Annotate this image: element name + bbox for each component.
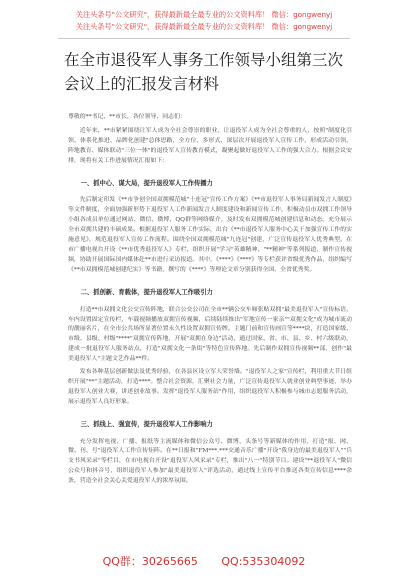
- document-title: 在全市退役军人事务工作领导小组第三次会议上的汇报发言材料: [64, 51, 344, 93]
- section-1: [68, 179, 352, 276]
- banner-line: 关注头条号"公文研究"，获得最新最全最专业的公文资料库！ 微信：gongwenyj: [75, 22, 333, 31]
- divider: [58, 38, 350, 39]
- body-paragraph: 打造**市双拥文化公交宣传阵地，联合公交公司在全市**辆公交车厢张贴双拥"最美退役军人"宣传标语，车内设置固定宣传栏，车载视频播放双拥宣传视频，后续陆续推出"军地宣传一家亲""双拥文化"成为城市流动的靓丽名片，在全市公共场所显著位置永久性设置双拥宣传牌。主题门前和宣传画宣等****块，打造国家级、市级、县级、村级"****"双拥宣传阵地，开展"双拥在身边"活动，通过国家、省、市、县、乡、村六级联动，建成一批退役军人服务站点，打造"双拥文化一条街"等特色宣传阵地。先后制作双拥宣传视频**部，创作"最美退役军人"主题文艺作品**件。: [68, 306, 352, 363]
- banner-line: 关注头条号"公文研究"，获得最新最全最专业的公文资料库！ 微信：gongwenyj: [75, 10, 333, 19]
- section-heading: 二、抓创新、育载体，提升退役军人工作吸引力: [80, 288, 213, 296]
- section-3: [68, 420, 352, 487]
- top-banner: [0, 10, 408, 32]
- qq-group-number: QQ群：30265665: [102, 555, 198, 568]
- footer-contact: [0, 553, 408, 569]
- body-paragraph: 充分发挥电视、广播、报纸等主流媒体和微信公众号、微博、头条号等新媒体的作用，打造"报、网、微、刊、号"退役军人工作宣传矩阵。在**日报和"FM***.***交通音乐广播"开设"我身边的最美退役军人""兵支书风采录"等栏目，在市电视台开设"退役军人风采录"专栏，推出"八一"特别节目。建设"**退役军人"微信公众号和抖音号，组织退役军人参加"最美退役军人"评选活动，通过线上宣传平台推送各类宣传信息****余条，营造全社会关心关爱退役军人的浓厚氛围。: [68, 438, 352, 485]
- qq-number: QQ:535304092: [221, 555, 306, 568]
- intro-paragraph: 近年来，**市紧紧围绕让军人成为全社会尊崇的职业、让退役军人成为全社会尊重的人，按照"制度化引领、体系化推进、品牌化创建"总体思路，全方位、多形式、深层次开展退役军人宣传工作，形成活动引领、阵地教育、媒体联动"三位一体"的退役军人宣传教育模式，凝聚起做好退役军人工作的强大合力。根据会议安排，现将有关工作进展情况汇报如下：: [68, 127, 352, 164]
- body-paragraph: 发布各种基层创新做法及优秀经验，在各县区设立军人荣誉墙。"退役军人之家"宣传栏，利用重大节日组织开展"**"主题活动，打造****。整合社会资源，汇聚社会力量，广泛宣传退役军人就业创业典型事迹，举办退役军人创业大赛，讲述创业故事。发挥"退役军人服务站"作用，组织退役军人积极参与城市志愿服务活动，展示退役军人良好形象。: [68, 369, 352, 405]
- salutation: 尊敬的**书记、**市长，各位领导、同志们：: [68, 114, 186, 120]
- section-heading: 三、抓线上、强宣传，提升退役军人工作影响力: [80, 420, 213, 428]
- section-heading: 一、抓中心、谋大局，提升退役军人工作传播力: [80, 179, 213, 187]
- section-2: [68, 288, 352, 408]
- document-body: [68, 113, 352, 490]
- body-paragraph: 先后制定印发《**市争创全国双拥模范城"十连冠"宣传工作方案》《**市退役军人事务局新闻发言人制度》等文件制度，全面加强新形势下退役军人工作新闻发言人制度建设和新闻宣传工作，积极动员市双拥工作领导小组各成员单位通过网站、微信、微博、QQ群等网络媒介，及时发布双拥模范城创建信息和动态。充分展示全市双拥共建的丰硕成果。根据退役军人服务工作实际，出台《**市退役军人服务中心关于加强宣传工作的实施意见》，规范退役军人宣传工作流程。围绕全国双拥模范城"九连冠"创建，广泛宣传退役军人优秀典型。在市广播电视台开设《**市优秀退役军人》专栏，组织开展"学习"英雄精神、"**精神"等系列报道，制作宣传视频，协助开展国际国内媒体赴**市进行采访报道。其中，《****》《****》等专栏获评省级优秀作品，组织编写《**市双拥模范城创建纪实》等书籍，撰写的《****》等理论文章分别获得全国、全省优秀奖。: [68, 197, 352, 273]
